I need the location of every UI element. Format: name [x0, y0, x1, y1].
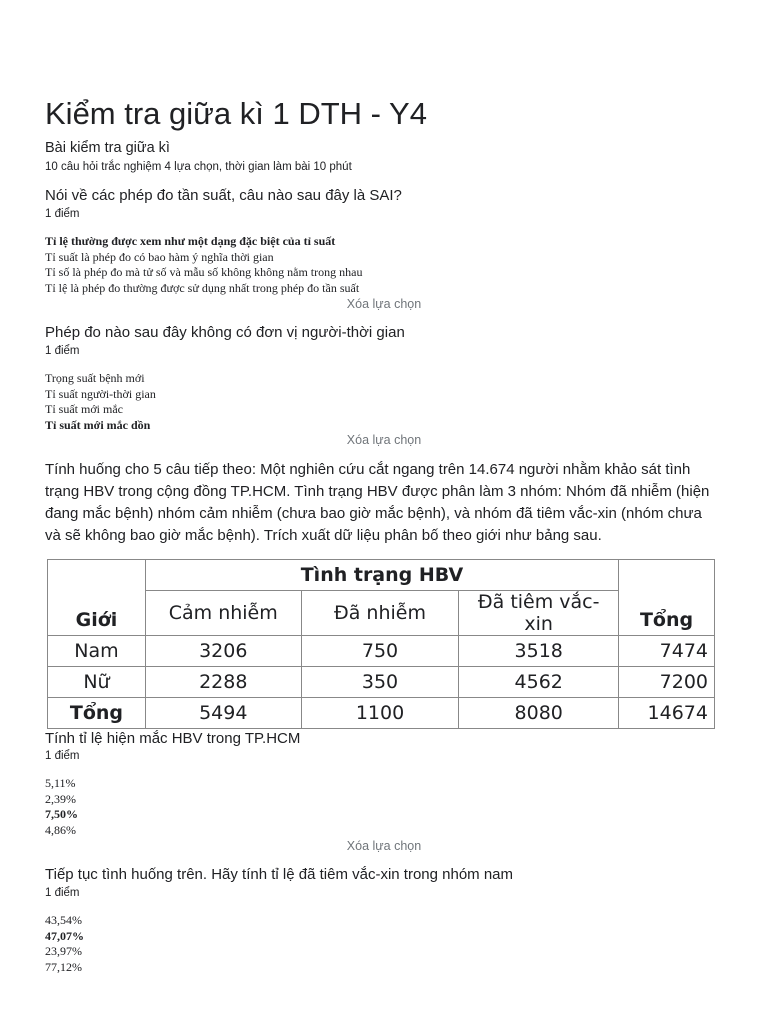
- question-3-options: [45, 776, 78, 838]
- question-2-option-4[interactable]: Tỉ suất mới mắc dồn: [45, 417, 151, 432]
- table-cell-total: 7200: [619, 667, 715, 698]
- scenario-line-1: Tính huống cho 5 câu tiếp theo: Một nghiên cứu cắt ngang trên 14.674 người nhằm khảo sát tình: [45, 461, 691, 478]
- table-cell: 4562: [459, 667, 619, 698]
- form-title: Kiểm tra giữa kì 1 DTH - Y4: [45, 96, 427, 131]
- question-2-text: Phép đo nào sau đây không có đơn vị người-thời gian: [45, 324, 405, 341]
- question-1-clear-button[interactable]: Xóa lựa chọn: [346, 297, 422, 311]
- hbv-table: [47, 559, 715, 729]
- question-1-option-4[interactable]: Tỉ lệ là phép đo thường được sử dụng nhất trong phép đo tần suất: [45, 280, 360, 295]
- table-header-gender: Giới: [48, 560, 146, 636]
- table-cell: 8080: [459, 698, 619, 729]
- question-1-text: Nói về các phép đo tần suất, câu nào sau đây là SAI?: [45, 187, 402, 204]
- table-cell: 1100: [301, 698, 459, 729]
- question-4-option-1[interactable]: 43,54%: [45, 913, 82, 927]
- table-cell: 750: [301, 636, 459, 667]
- table-header-group: Tình trạng HBV: [145, 560, 618, 591]
- table-row: [48, 636, 715, 667]
- table-subheader-cam-nhiem: Cảm nhiễm: [145, 591, 301, 636]
- question-4-option-3[interactable]: 23,97%: [45, 944, 82, 959]
- question-1-points: 1 điểm: [45, 208, 80, 220]
- question-3-text: Tính tỉ lệ hiện mắc HBV trong TP.HCM: [45, 730, 301, 747]
- table-cell-total: 14674: [619, 698, 715, 729]
- question-2-option-3[interactable]: Tỉ suất mới mắc: [45, 402, 123, 417]
- table-subheader-da-nhiem: Đã nhiễm: [301, 591, 459, 636]
- question-3-option-4[interactable]: 4,86%: [45, 822, 76, 837]
- question-3-option-2[interactable]: 2,39%: [45, 791, 76, 806]
- question-1-options: [45, 234, 362, 296]
- question-1-option-3[interactable]: Tỉ số là phép đo mà tử số và mẫu số không không nằm trong nhau: [45, 265, 363, 280]
- table-row: [48, 667, 715, 698]
- form-description: 10 câu hỏi trắc nghiệm 4 lựa chọn, thời gian làm bài 10 phút: [45, 161, 352, 173]
- table-row-label: Nữ: [48, 667, 146, 698]
- question-4-options: [45, 913, 84, 975]
- question-2-options: [45, 371, 156, 433]
- table-header-total: Tổng: [619, 560, 715, 636]
- table-cell: 2288: [145, 667, 301, 698]
- table-subheader-da-tiem: Đã tiêm vắc-xin: [459, 591, 619, 636]
- table-cell-total: 7474: [619, 636, 715, 667]
- scenario-line-4: và sẽ không bao giờ mắc bệnh). Trích xuất dữ liệu phân bố theo giới như bảng sau.: [45, 527, 602, 544]
- table-row-label: Tổng: [48, 698, 146, 729]
- question-4-option-4[interactable]: 77,12%: [45, 959, 82, 974]
- table-cell: 5494: [145, 698, 301, 729]
- question-1-option-2[interactable]: Tỉ suất là phép đo có bao hàm ý nghĩa thời gian: [45, 249, 274, 264]
- question-1-option-1[interactable]: Tỉ lệ thường được xem như một dạng đặc biệt của tỉ suất: [45, 234, 336, 248]
- table-cell: 350: [301, 667, 459, 698]
- scenario-text: [45, 459, 735, 547]
- scenario-line-2: trạng HBV trong cộng đồng TP.HCM. Tình trạng HBV được phân làm 3 nhóm: Nhóm đã nhiễm (hiện: [45, 483, 710, 500]
- table-cell: 3206: [145, 636, 301, 667]
- question-2-option-2[interactable]: Tỉ suất người-thời gian: [45, 386, 156, 401]
- question-3-points: 1 điểm: [45, 750, 80, 762]
- question-3-option-1[interactable]: 5,11%: [45, 776, 76, 790]
- question-3-clear-button[interactable]: Xóa lựa chọn: [346, 839, 422, 853]
- scenario-line-3: đang mắc bệnh) nhóm cảm nhiễm (chưa bao giờ mắc bệnh), và nhóm đã tiêm vắc-xin (nhóm chưa: [45, 505, 702, 522]
- question-4-text: Tiếp tục tình huống trên. Hãy tính tỉ lệ đã tiêm vắc-xin trong nhóm nam: [45, 866, 514, 883]
- question-3-option-3[interactable]: 7,50%: [45, 807, 78, 822]
- question-2-option-1[interactable]: Trọng suất bệnh mới: [45, 371, 145, 385]
- question-4-option-2[interactable]: 47,07%: [45, 928, 84, 943]
- question-4-points: 1 điểm: [45, 887, 80, 899]
- table-cell: 3518: [459, 636, 619, 667]
- form-subtitle: Bài kiểm tra giữa kì: [45, 140, 170, 156]
- table-row: [48, 698, 715, 729]
- question-2-clear-button[interactable]: Xóa lựa chọn: [346, 433, 422, 447]
- question-2-points: 1 điểm: [45, 345, 80, 357]
- table-row-label: Nam: [48, 636, 146, 667]
